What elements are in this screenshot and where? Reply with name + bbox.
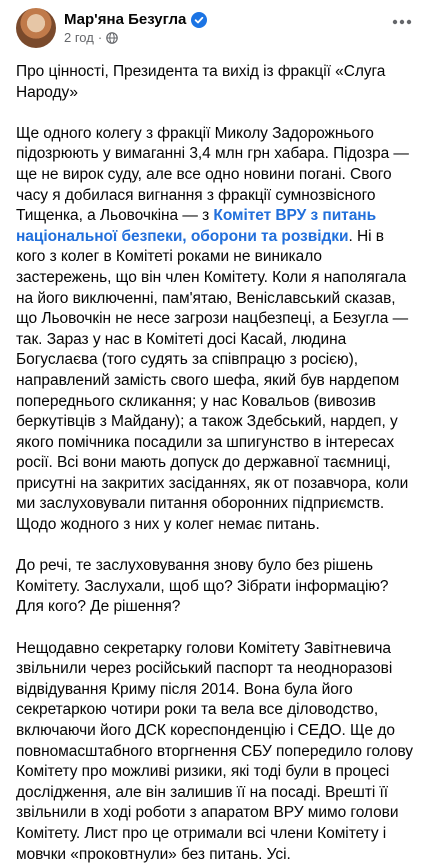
post-paragraph: [16, 124, 414, 536]
post-header: [0, 0, 430, 56]
author-name[interactable]: Мар'яна Безугла: [64, 11, 187, 28]
paragraph-text: До речі, те заслуховування знову було без рішень Комітету. Заслухали, щоб що? Зібрати інформацію? Для кого? Де рішення?: [16, 557, 389, 616]
verified-badge-icon: [191, 12, 207, 28]
more-options-button[interactable]: [388, 10, 416, 34]
more-dots-icon: [392, 19, 412, 25]
paragraph-text: Про цінності, Президента та вихід із фракції «Слуга Народу»: [16, 63, 386, 101]
committee-link[interactable]: Комітет ВРУ з питань національної безпеки, оборони та розвідки: [16, 207, 377, 245]
paragraph-text: Ще одного колегу з фракції Миколу Задорожнього підозрюють у вимаганні 3,4 млн грн хабара. Підозра — ще не вирок суду, але все одно новини погані. Свого часу я добилася вигнання з фракції сумнозвісного Тищенка, а Льовочкіна — з: [16, 124, 409, 225]
post-paragraph: [16, 556, 414, 618]
paragraph-text: Нещодавно секретарку голови Комітету Завітневича звільнили через російський паспорт та неодноразові відвідування Криму після 2014. Вона була його секретаркою чотири роки та вела все діловодство, включаючи його ДСК кореспонденцію і СЕДО. Ще до повномасштабного вторгнення СБУ попередило голову Комітету про можливі ризики, які тоді були в процесі дослідження, але він залишив її на посаді. Врешті її звільнили в ході роботи з апаратом ВРУ мимо голови Комітету. Лист про це отримали всі члени Комітету і мовчки «проковтнули» без питань. Усі.: [16, 639, 414, 863]
globe-icon: [106, 32, 118, 44]
post-paragraph: [16, 639, 414, 865]
post-meta: [64, 30, 414, 45]
post-paragraph-title: [16, 62, 414, 103]
post-header-text: [64, 11, 414, 45]
post-body: [0, 56, 430, 865]
post-time[interactable]: 2 год: [64, 30, 94, 45]
meta-separator: ·: [97, 30, 103, 45]
avatar[interactable]: [16, 8, 56, 48]
paragraph-text: . Ні в кого з колег в Комітеті роками не виникало застережень, що він член Комітету. Коли я наполягала на його виключенні, пам'ятаю, Веніславський сказав, що Льовочкін не несе загрози нацбезпеці, а Безугла — так. Зараз у нас в Комітеті досі Касай, людина Богуслаєва (того судять за співпрацю з росією), направлений замість свого шефа, який був нардепом попереднього скликання; у нас Ковальов (вивозив беркутівців з Майдану); а також Здебський, нардеп, у якого помічника посадили за шпигунство в інтересах росії. Всі вони мають допуск до державної таємниці, присутні на закритих засіданнях, як от позавчора, коли ми заслуховували питання оборонних підприємств. Щодо жодного з них у колег немає питань.: [16, 227, 409, 534]
author-row: [64, 11, 414, 28]
